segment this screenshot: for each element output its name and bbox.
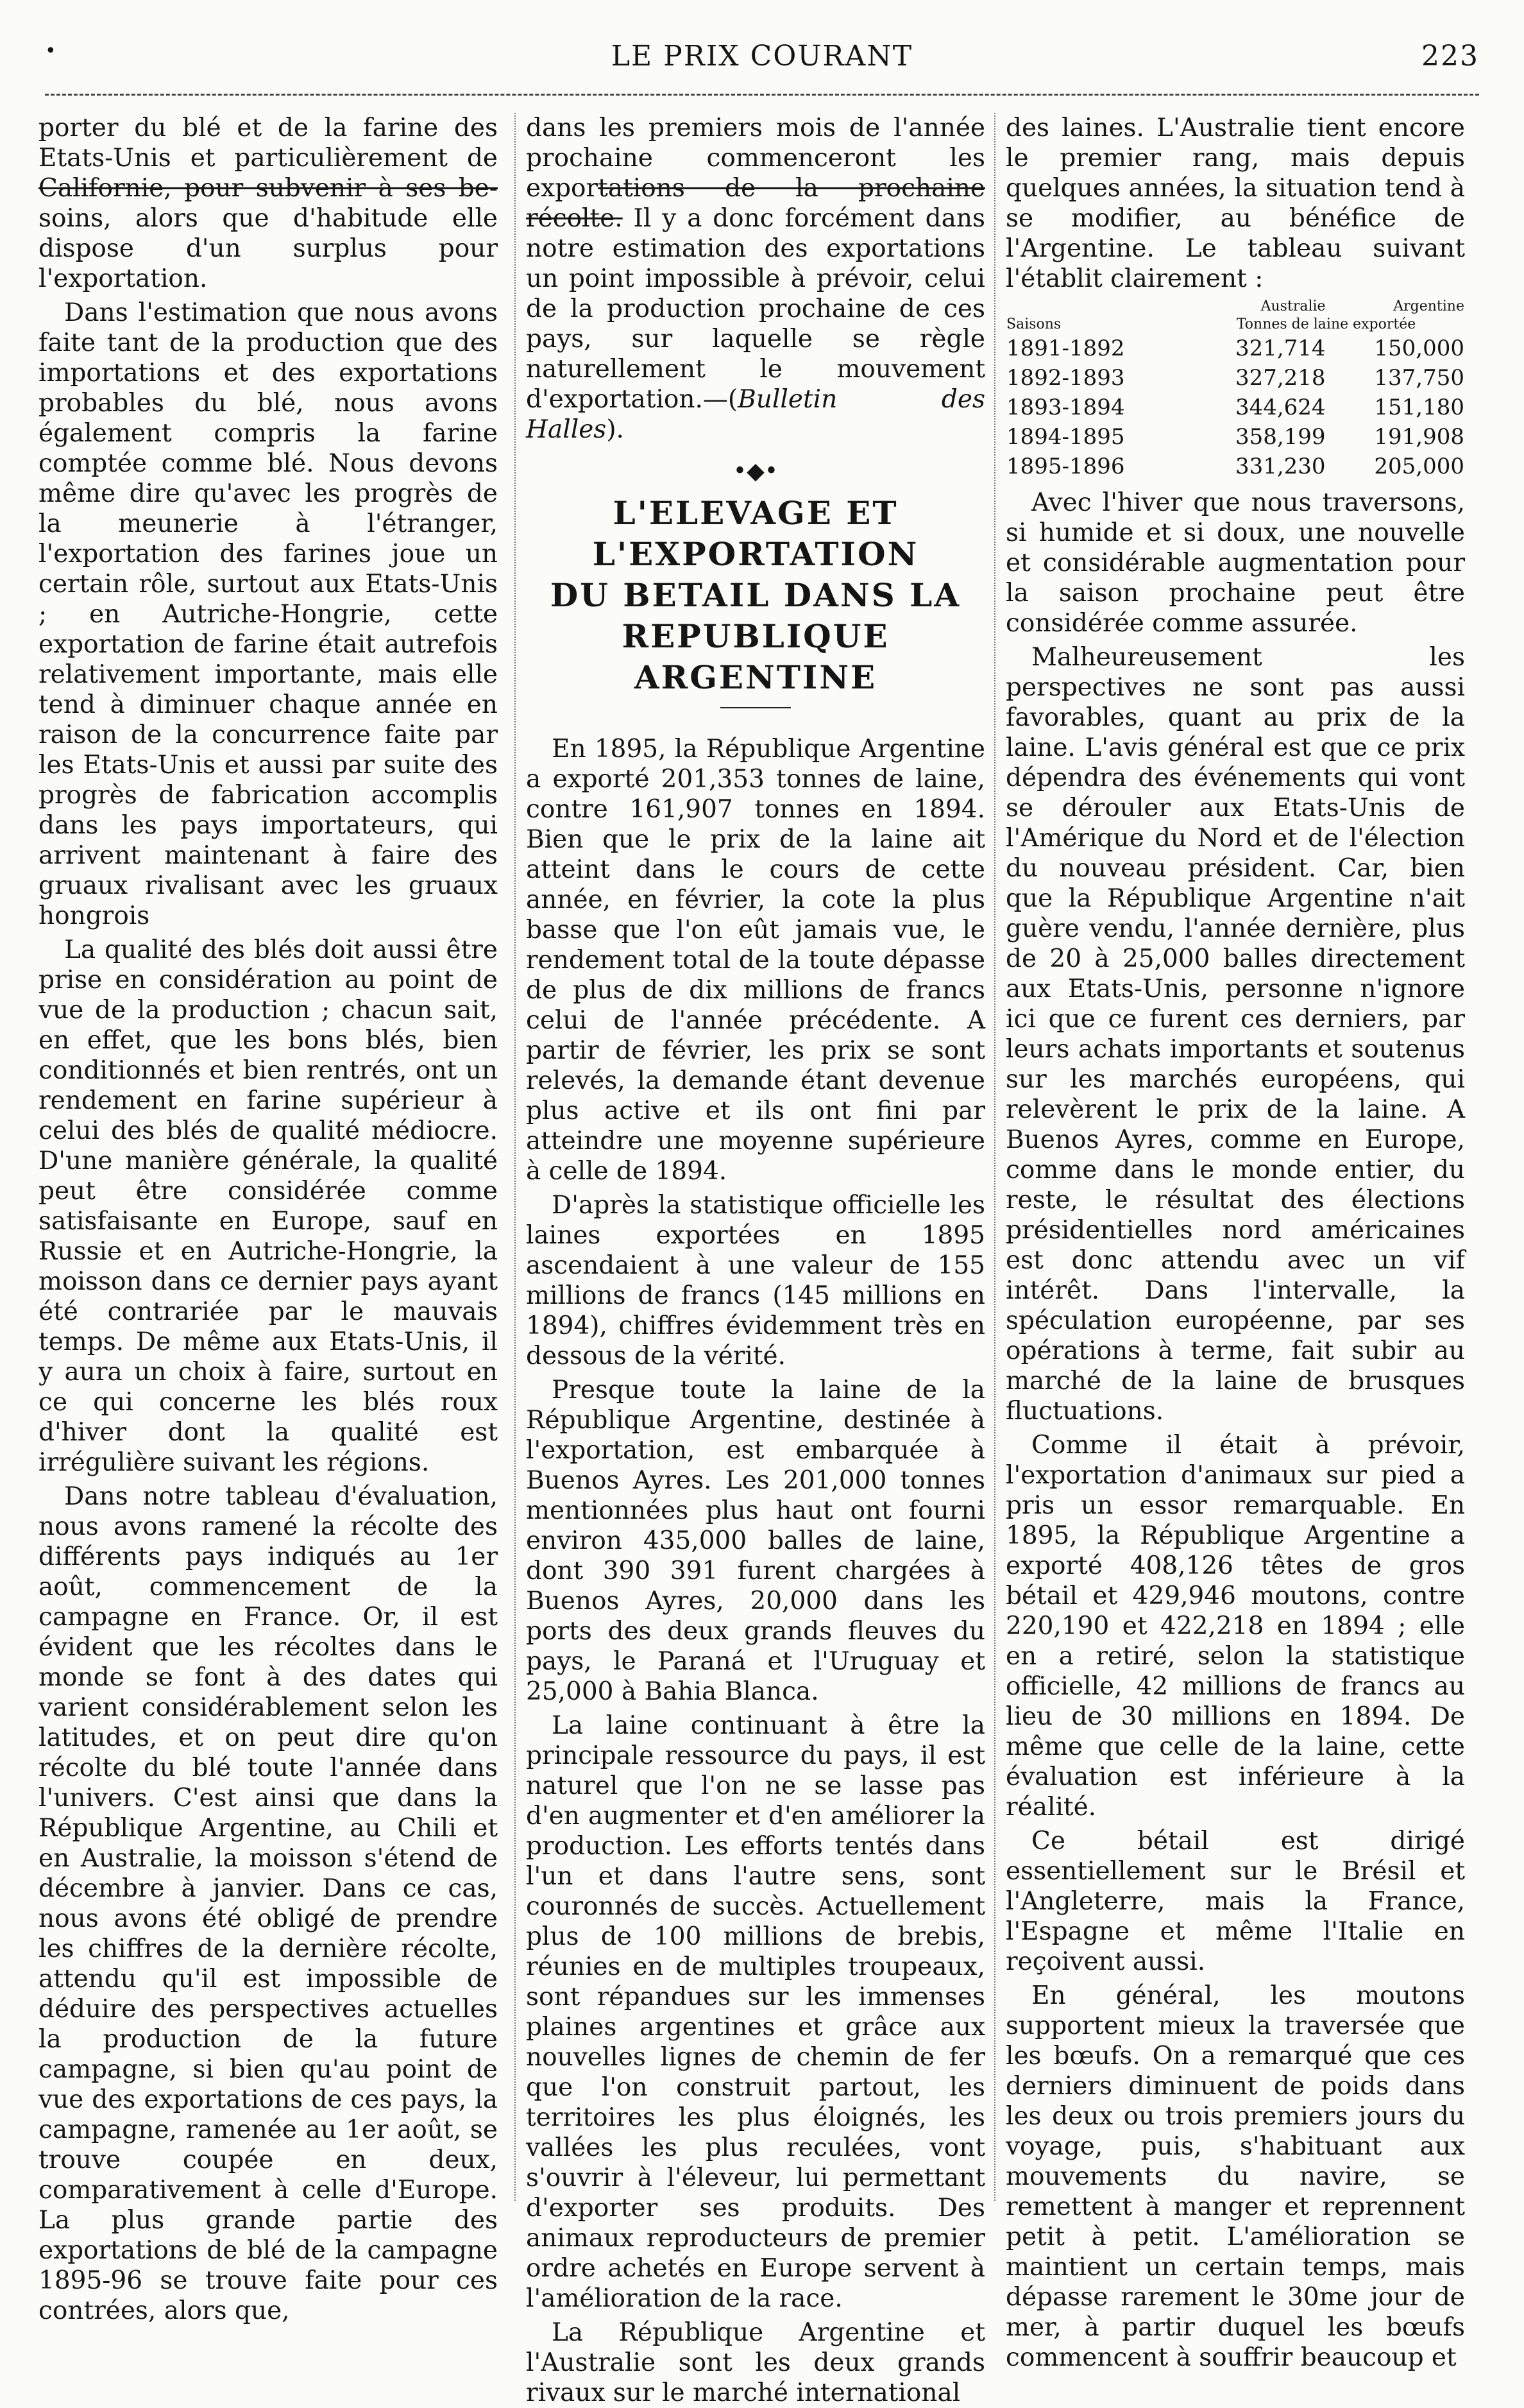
wool-export-table [1006, 298, 1465, 481]
paragraph: En 1895, la République Argentine a exporté 201,353 tonnes de laine, contre 161,907 tonnes en 1894. Bien que le prix de la laine ait atteint dans le cours de cette année, en février, la cote la plus basse que l'on eût jamais vue, le rendement total de la toute dépasse de plus de dix millions de francs celui de l'année précédente. A partir de février, les prix se sont relevés, la demande étant devenue plus active et ils ont fini par atteindre une moyenne supérieure à celle de 1894. [526, 735, 985, 1186]
text-run: dans les premiers mois de l'année prochaine commenceront les expor [526, 114, 985, 203]
title-rule [720, 707, 791, 708]
paragraph: La laine continuant à être la principale ressource du pays, il est naturel que l'on ne se lasse pas d'en augmenter et d'en améliorer la production. Les efforts tentés dans l'un et dans l'autre sens, sont couronnés de succès. Actuellement plus de 100 millions de brebis, réunies en de multiples troupeaux, sont répandues sur les immenses plaines argentines et grâce aux nouvelles lignes de chemin de fer que l'on construit partout, les territoires les plus éloignés, les vallées les plus reculées, vont s'ouvrir à l'éleveur, lui permettant d'exporter ses produits. Des animaux reproducteurs de premier ordre achetés en Europe servent à l'amélioration de la race. [526, 1711, 985, 2313]
table-body [1006, 334, 1465, 481]
paragraph: D'après la statistique officielle les laines exportées en 1895 ascendaient à une valeur de 155 millions de francs (145 millions en 1894), chiffres évidemment très en dessous de la vérité. [526, 1191, 985, 1371]
paragraph: Avec l'hiver que nous traversons, si humide et si doux, une nouvelle et considérable augmentation pour la saison prochaine peut être considérée comme assurée. [1006, 488, 1465, 638]
column-3 [1006, 113, 1465, 2372]
paragraph: En général, les moutons supportent mieux la traversée que les bœufs. On a remarqué que ces derniers diminuent de poids dans les deux ou trois premiers jours du voyage, puis, s'habituant aux mouvements du navire, se remettent à manger et reprennent petit à petit. L'amélioration se maintient un certain temps, mais dépasse rarement le 30me jour de mer, à partir duquel les bœufs commencent à souffrir beaucoup et [1006, 1981, 1465, 2372]
paragraph [526, 113, 985, 445]
struck-text: tations de la prochaine récolte. [526, 174, 985, 233]
season-cell: 1895-1896 [1006, 454, 1125, 479]
text-run: Il y a donc forcément dans notre estimation des exportations un point impossible à prévoir, celui de la production prochaine de ces pays, sur laquelle se règle naturellement le mouvement d'exportation.—( [526, 204, 985, 414]
season-cell: 1893-1894 [1006, 395, 1125, 420]
text-run: ). [606, 415, 624, 444]
table-header-saisons: Saisons [1006, 316, 1062, 332]
australie-cell: 344,624 [1235, 395, 1326, 420]
argentine-cell: 205,000 [1374, 454, 1464, 479]
section-ornament: •◆• [732, 458, 779, 484]
paragraph: La qualité des blés doit aussi être prise en considération au point de vue de la production ; chacun sait, en effet, que les bons blés, bien conditionnés et bien rentrés, ont un rendement en farine supérieur à celui des blés de qualité médiocre. D'une manière générale, la qualité peut être considérée comme satisfaisante en Europe, sauf en Russie et en Autriche-Hongrie, la moisson dans ce dernier pays ayant été contrariée par le mauvais temps. De même aux Etats-Unis, il y aura un choix à faire, surtout en ce qui concerne les blés roux d'hiver dont la qualité est irrégulière suivant les régions. [38, 935, 498, 1477]
page-header [45, 40, 1479, 85]
column-2 [526, 113, 985, 2407]
source-citation: Bulletin des Halles [526, 385, 985, 444]
table-row [1006, 393, 1465, 422]
title-line: DU BETAIL DANS LA [550, 576, 961, 614]
title-line: REPUBLIQUE ARGENTINE [622, 617, 890, 696]
paragraph: La République Argentine et l'Australie sont les deux grands rivaux sur le marché international [526, 2318, 985, 2407]
season-cell: 1891-1892 [1006, 336, 1125, 361]
argentine-cell: 191,908 [1374, 424, 1464, 450]
argentine-cell: 151,180 [1374, 395, 1464, 420]
paragraph: Ce bétail est dirigé essentiellement sur le Brésil et l'Angleterre, mais la France, l'Espagne et même l'Italie en reçoivent aussi. [1006, 1827, 1465, 1976]
header-rule [45, 94, 1479, 96]
season-cell: 1894-1895 [1006, 424, 1125, 450]
paragraph: Presque toute la laine de la République Argentine, destinée à l'exportation, est embarquée à Buenos Ayres. Les 201,000 tonnes mentionnées plus haut ont fourni environ 435,000 balles de laine, dont 390 391 furent chargées à Buenos Ayres, 20,000 dans les ports des deux grands fleuves du pays, le Paraná et l'Uruguay et 25,000 à Bahia Blanca. [526, 1376, 985, 1706]
title-line: L'ELEVAGE ET L'EXPORTATION [592, 494, 919, 573]
paragraph: des laines. L'Australie tient encore le premier rang, mais depuis quelques années, la situation tend à se modifier, au bénéfice de l'Argentine. Le tableau suivant l'établit clairement : [1006, 114, 1465, 293]
table-row [1006, 422, 1465, 452]
table-header-unit: Tonnes de laine exportée [1236, 316, 1416, 332]
australie-cell: 331,230 [1235, 454, 1326, 479]
text-run: soins, alors que d'habitude elle dispose d'un surplus pour l'exportation. [38, 204, 498, 293]
page-number: 223 [1421, 40, 1479, 73]
struck-text: Californie, pour subvenir à ses be- [38, 174, 498, 203]
australie-cell: 321,714 [1235, 336, 1326, 361]
australie-cell: 358,199 [1235, 424, 1326, 450]
table-row [1006, 334, 1465, 363]
season-cell: 1892-1893 [1006, 365, 1125, 391]
table-row [1006, 452, 1465, 481]
argentine-cell: 137,750 [1374, 365, 1464, 391]
paragraph: Malheureusement les perspectives ne sont pas aussi favorables, quant au prix de la laine. L'avis général est que ce prix dépendra des événements qui vont se dérouler aux Etats-Unis de l'Amérique du Nord et de l'élection du nouveau président. Car, bien que la République Argentine n'ait guère vendu, l'année dernière, plus de 20 à 25,000 balles directement aux Etats-Unis, personne n'ignore ici que ce furent ces derniers, par leurs achats importants et soutenus sur les marchés européens, qui relevèrent le prix de la laine. A Buenos Ayres, comme en Europe, comme dans le monde entier, du reste, le résultat des élections présidentielles nord américaines est donc attendu avec un vif intérêt. Dans l'intervalle, la spéculation européenne, par ses opérations à terme, fait subir au marché de la laine de brusques fluctuations. [1006, 643, 1465, 1426]
australie-cell: 327,218 [1235, 365, 1326, 391]
argentine-cell: 150,000 [1374, 336, 1464, 361]
journal-title: LE PRIX COURANT [611, 40, 913, 73]
paragraph: Dans l'estimation que nous avons faite tant de la production que des importations et des exportations probables du blé, nous avons également compris la farine comptée comme blé. Nous devons même dire qu'avec les progrès de la meunerie à l'étranger, l'exportation des farines joue un certain rôle, surtout aux Etats-Unis ; en Autriche-Hongrie, cette exportation de farine était autrefois relativement importante, mais elle tend à diminuer chaque année en raison de la concurrence faite par les Etats-Unis et aussi par suite des progrès de fabrication accomplis dans les pays importateurs, qui arrivent maintenant à faire des gruaux rivalisant avec les gruaux hongrois [38, 298, 498, 930]
paragraph: Comme il était à prévoir, l'exportation d'animaux sur pied a pris un essor remarquable. En 1895, la République Argentine a exporté 408,126 têtes de gros bétail et 429,946 moutons, contre 220,190 et 422,218 en 1894 ; elle en a retiré, selon la statistique officielle, 42 millions de francs au lieu de 30 millions en 1894. De même que celle de la laine, cette évaluation est inférieure à la réalité. [1006, 1431, 1465, 1822]
column-1 [38, 113, 498, 2325]
text-run: porter du blé et de la farine des Etats-Unis et particulièrement de [38, 114, 498, 173]
article-title [526, 493, 985, 698]
header-mark: • [45, 40, 58, 62]
table-row [1006, 363, 1465, 393]
table-header-australie: Australie [1260, 298, 1326, 314]
paragraph: Dans notre tableau d'évaluation, nous avons ramené la récolte des différents pays indiqués au 1er août, commencement de la campagne en France. Or, il est évident que les récoltes dans le monde se font à des dates qui varient considérablement selon les latitudes, et on peut dire qu'on récolte du blé toute l'année dans l'univers. C'est ainsi que dans la République Argentine, au Chili et en Australie, la moisson s'étend de décembre à janvier. Dans ce cas, nous avons été obligé de prendre les chiffres de la dernière récolte, attendu qu'il est impossible de déduire des perspectives actuelles la production de la future campagne, si bien qu'au point de vue des exportations de ces pays, la campagne, ramenée au 1er août, se trouve coupée en deux, comparativement à celle d'Europe. La plus grande partie des exportations de blé de la campagne 1895-96 se trouve faite pour ces contrées, alors que, [38, 1482, 498, 2325]
paragraph [38, 113, 498, 294]
table-header [1006, 298, 1187, 316]
table-header-argentine: Argentine [1393, 298, 1464, 314]
